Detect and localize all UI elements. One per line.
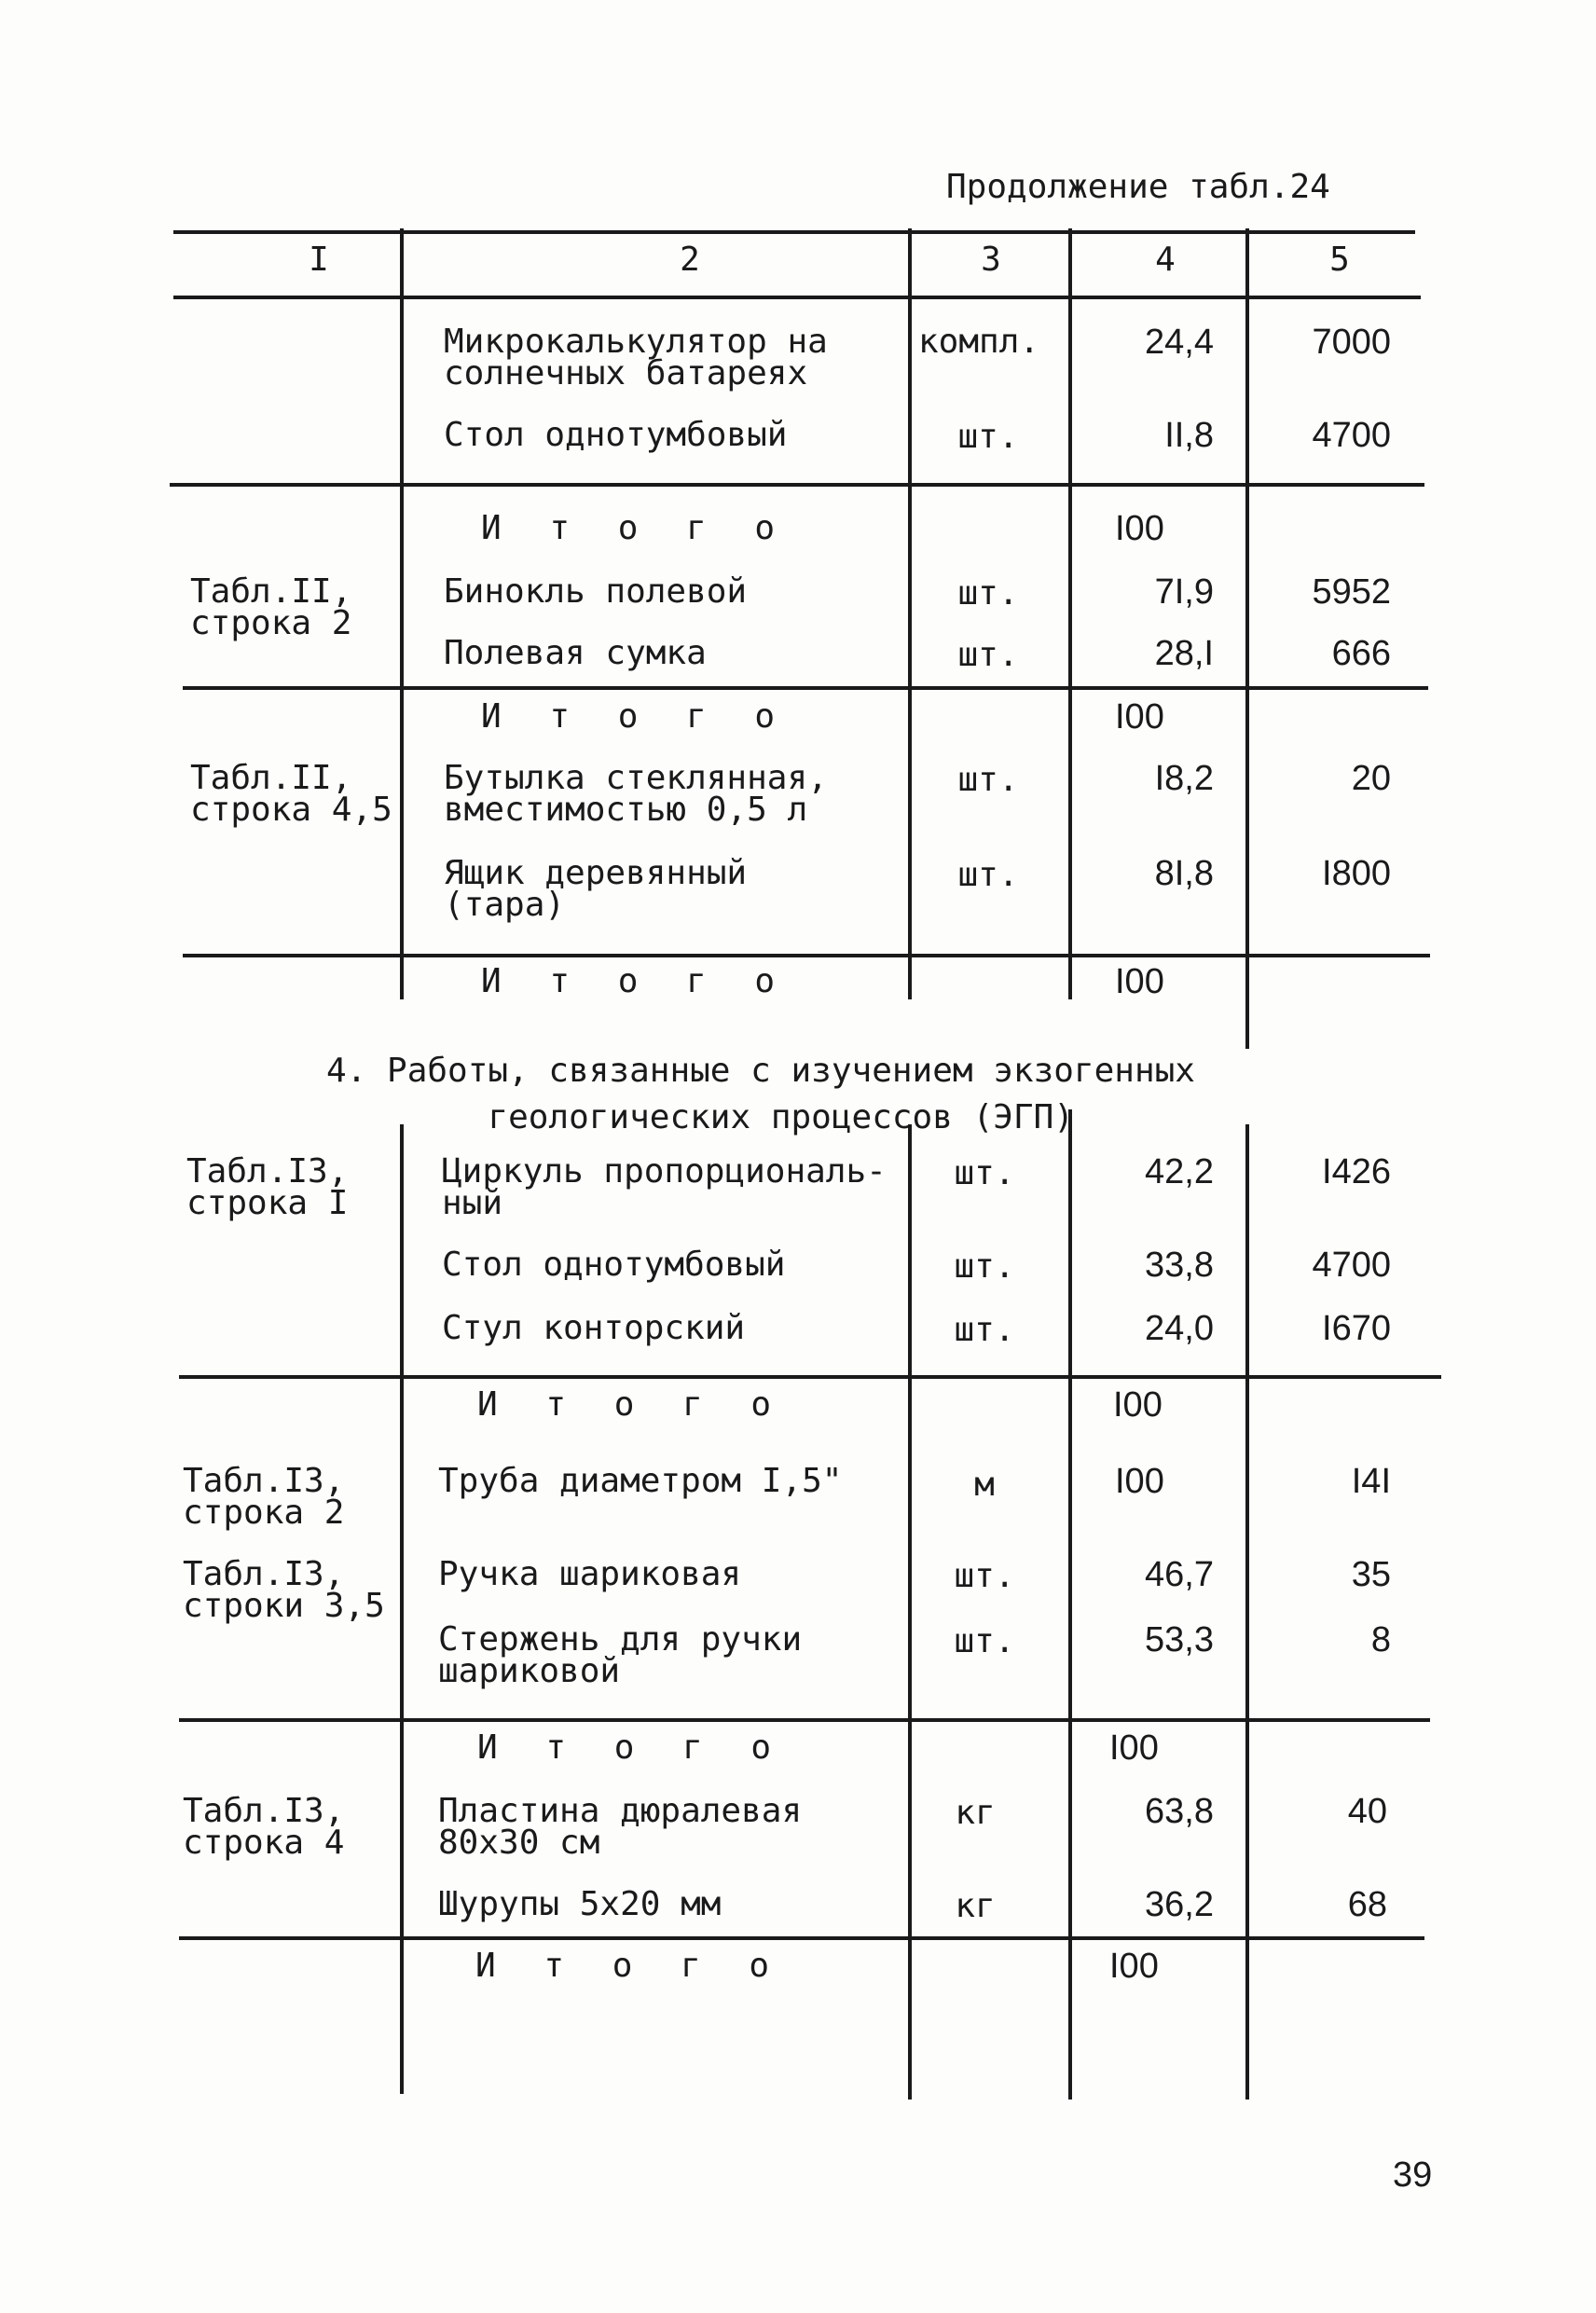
item-share: 8I,8 [1154, 854, 1214, 893]
total-label: И т о г о [477, 1385, 786, 1424]
item-price: 7000 [1312, 323, 1391, 362]
header-col-2: 2 [680, 241, 700, 279]
total-label: И т о г о [481, 509, 790, 547]
page-number: 39 [1393, 2155, 1433, 2195]
table-ref: Табл.I3, строки 3,5 [183, 1555, 385, 1625]
header-col-1: I [309, 241, 329, 279]
total-share: I00 [1115, 697, 1164, 737]
item-price: 40 [1347, 1792, 1387, 1831]
table-ref: Табл.I3, строка 4 [183, 1792, 345, 1862]
item-name: Ручка шариковая [438, 1555, 742, 1593]
item-name: Микрокалькулятор на солнечных батареях [444, 323, 828, 392]
item-price: I426 [1322, 1152, 1391, 1191]
item-unit: шт. [957, 418, 1019, 456]
item-name: Бутылка стеклянная, вместимостью 0,5 л [444, 759, 828, 829]
header-col-3: 3 [981, 241, 1001, 279]
item-unit: шт. [954, 1247, 1015, 1286]
item-price: 4700 [1312, 1246, 1391, 1285]
item-unit: шт. [954, 1622, 1015, 1660]
item-price: I800 [1322, 854, 1391, 893]
item-unit: шт. [957, 761, 1019, 799]
item-price: 8 [1370, 1620, 1391, 1659]
item-unit: кг [955, 1887, 996, 1925]
item-unit: шт. [957, 856, 1019, 894]
total-share: I00 [1115, 509, 1164, 548]
item-share: 33,8 [1145, 1246, 1214, 1285]
item-name: Шурупы 5х20 мм [438, 1885, 722, 1923]
item-share: 28,I [1154, 634, 1214, 673]
table-ref: Табл.II, строка 4,5 [190, 759, 392, 829]
item-price: 666 [1331, 634, 1391, 673]
item-share: 42,2 [1145, 1152, 1214, 1191]
item-share: I8,2 [1154, 759, 1214, 798]
total-share: I00 [1109, 1947, 1159, 1986]
item-name: Стул конторский [442, 1309, 746, 1347]
total-share: I00 [1109, 1728, 1159, 1768]
item-share: 36,2 [1145, 1885, 1214, 1924]
item-name: Ящик деревянный (тара) [444, 854, 748, 924]
total-label: И т о г о [481, 697, 790, 736]
header-col-5: 5 [1329, 241, 1350, 279]
table-ref: Табл.I3, строка 2 [183, 1462, 345, 1532]
item-unit: шт. [957, 574, 1019, 613]
total-share: I00 [1113, 1385, 1163, 1425]
total-label: И т о г о [481, 962, 790, 1000]
item-share: I00 [1115, 1462, 1164, 1501]
item-unit: шт. [957, 636, 1019, 674]
item-share: 24,0 [1145, 1309, 1214, 1348]
item-name: Стол однотумбовый [444, 416, 788, 454]
item-name: Бинокль полевой [444, 572, 748, 611]
item-share: 7I,9 [1154, 572, 1214, 612]
total-label: И т о г о [477, 1728, 786, 1767]
table-ref: Табл.II, строка 2 [190, 572, 352, 642]
item-price: 4700 [1312, 416, 1391, 455]
table-ref: Табл.I3, строка I [186, 1152, 349, 1222]
item-share: 63,8 [1145, 1792, 1214, 1831]
item-share: 46,7 [1145, 1555, 1214, 1594]
item-price: I4I [1351, 1462, 1391, 1501]
item-price: 20 [1351, 759, 1391, 798]
item-unit: кг [955, 1794, 996, 1832]
section-heading: 4. Работы, связанные с изучением экзогенных геологических процессов (ЭГП) [326, 1052, 1195, 1136]
item-name: Полевая сумка [444, 634, 707, 672]
item-share: 24,4 [1145, 323, 1214, 362]
item-price: 68 [1347, 1885, 1387, 1924]
item-unit: шт. [954, 1154, 1015, 1192]
item-name: Циркуль пропорциональ- ный [442, 1152, 887, 1222]
item-price: 5952 [1312, 572, 1391, 612]
item-share: II,8 [1164, 416, 1214, 455]
total-share: I00 [1115, 962, 1164, 1001]
header-col-4: 4 [1155, 241, 1176, 279]
item-name: Труба диаметром I,5" [438, 1462, 843, 1500]
total-label: И т о г о [475, 1947, 784, 1985]
item-unit: м [974, 1466, 995, 1504]
item-unit: шт. [954, 1311, 1015, 1349]
item-price: 35 [1351, 1555, 1391, 1594]
item-unit: шт. [954, 1557, 1015, 1595]
table-caption: Продолжение табл.24 [946, 168, 1330, 206]
item-name: Пластина дюралевая 80х30 см [438, 1792, 803, 1862]
item-share: 53,3 [1145, 1620, 1214, 1659]
item-price: I670 [1322, 1309, 1391, 1348]
item-name: Стол однотумбовый [442, 1246, 786, 1284]
item-unit: компл. [917, 323, 1040, 361]
item-name: Стержень для ручки шариковой [438, 1620, 803, 1690]
